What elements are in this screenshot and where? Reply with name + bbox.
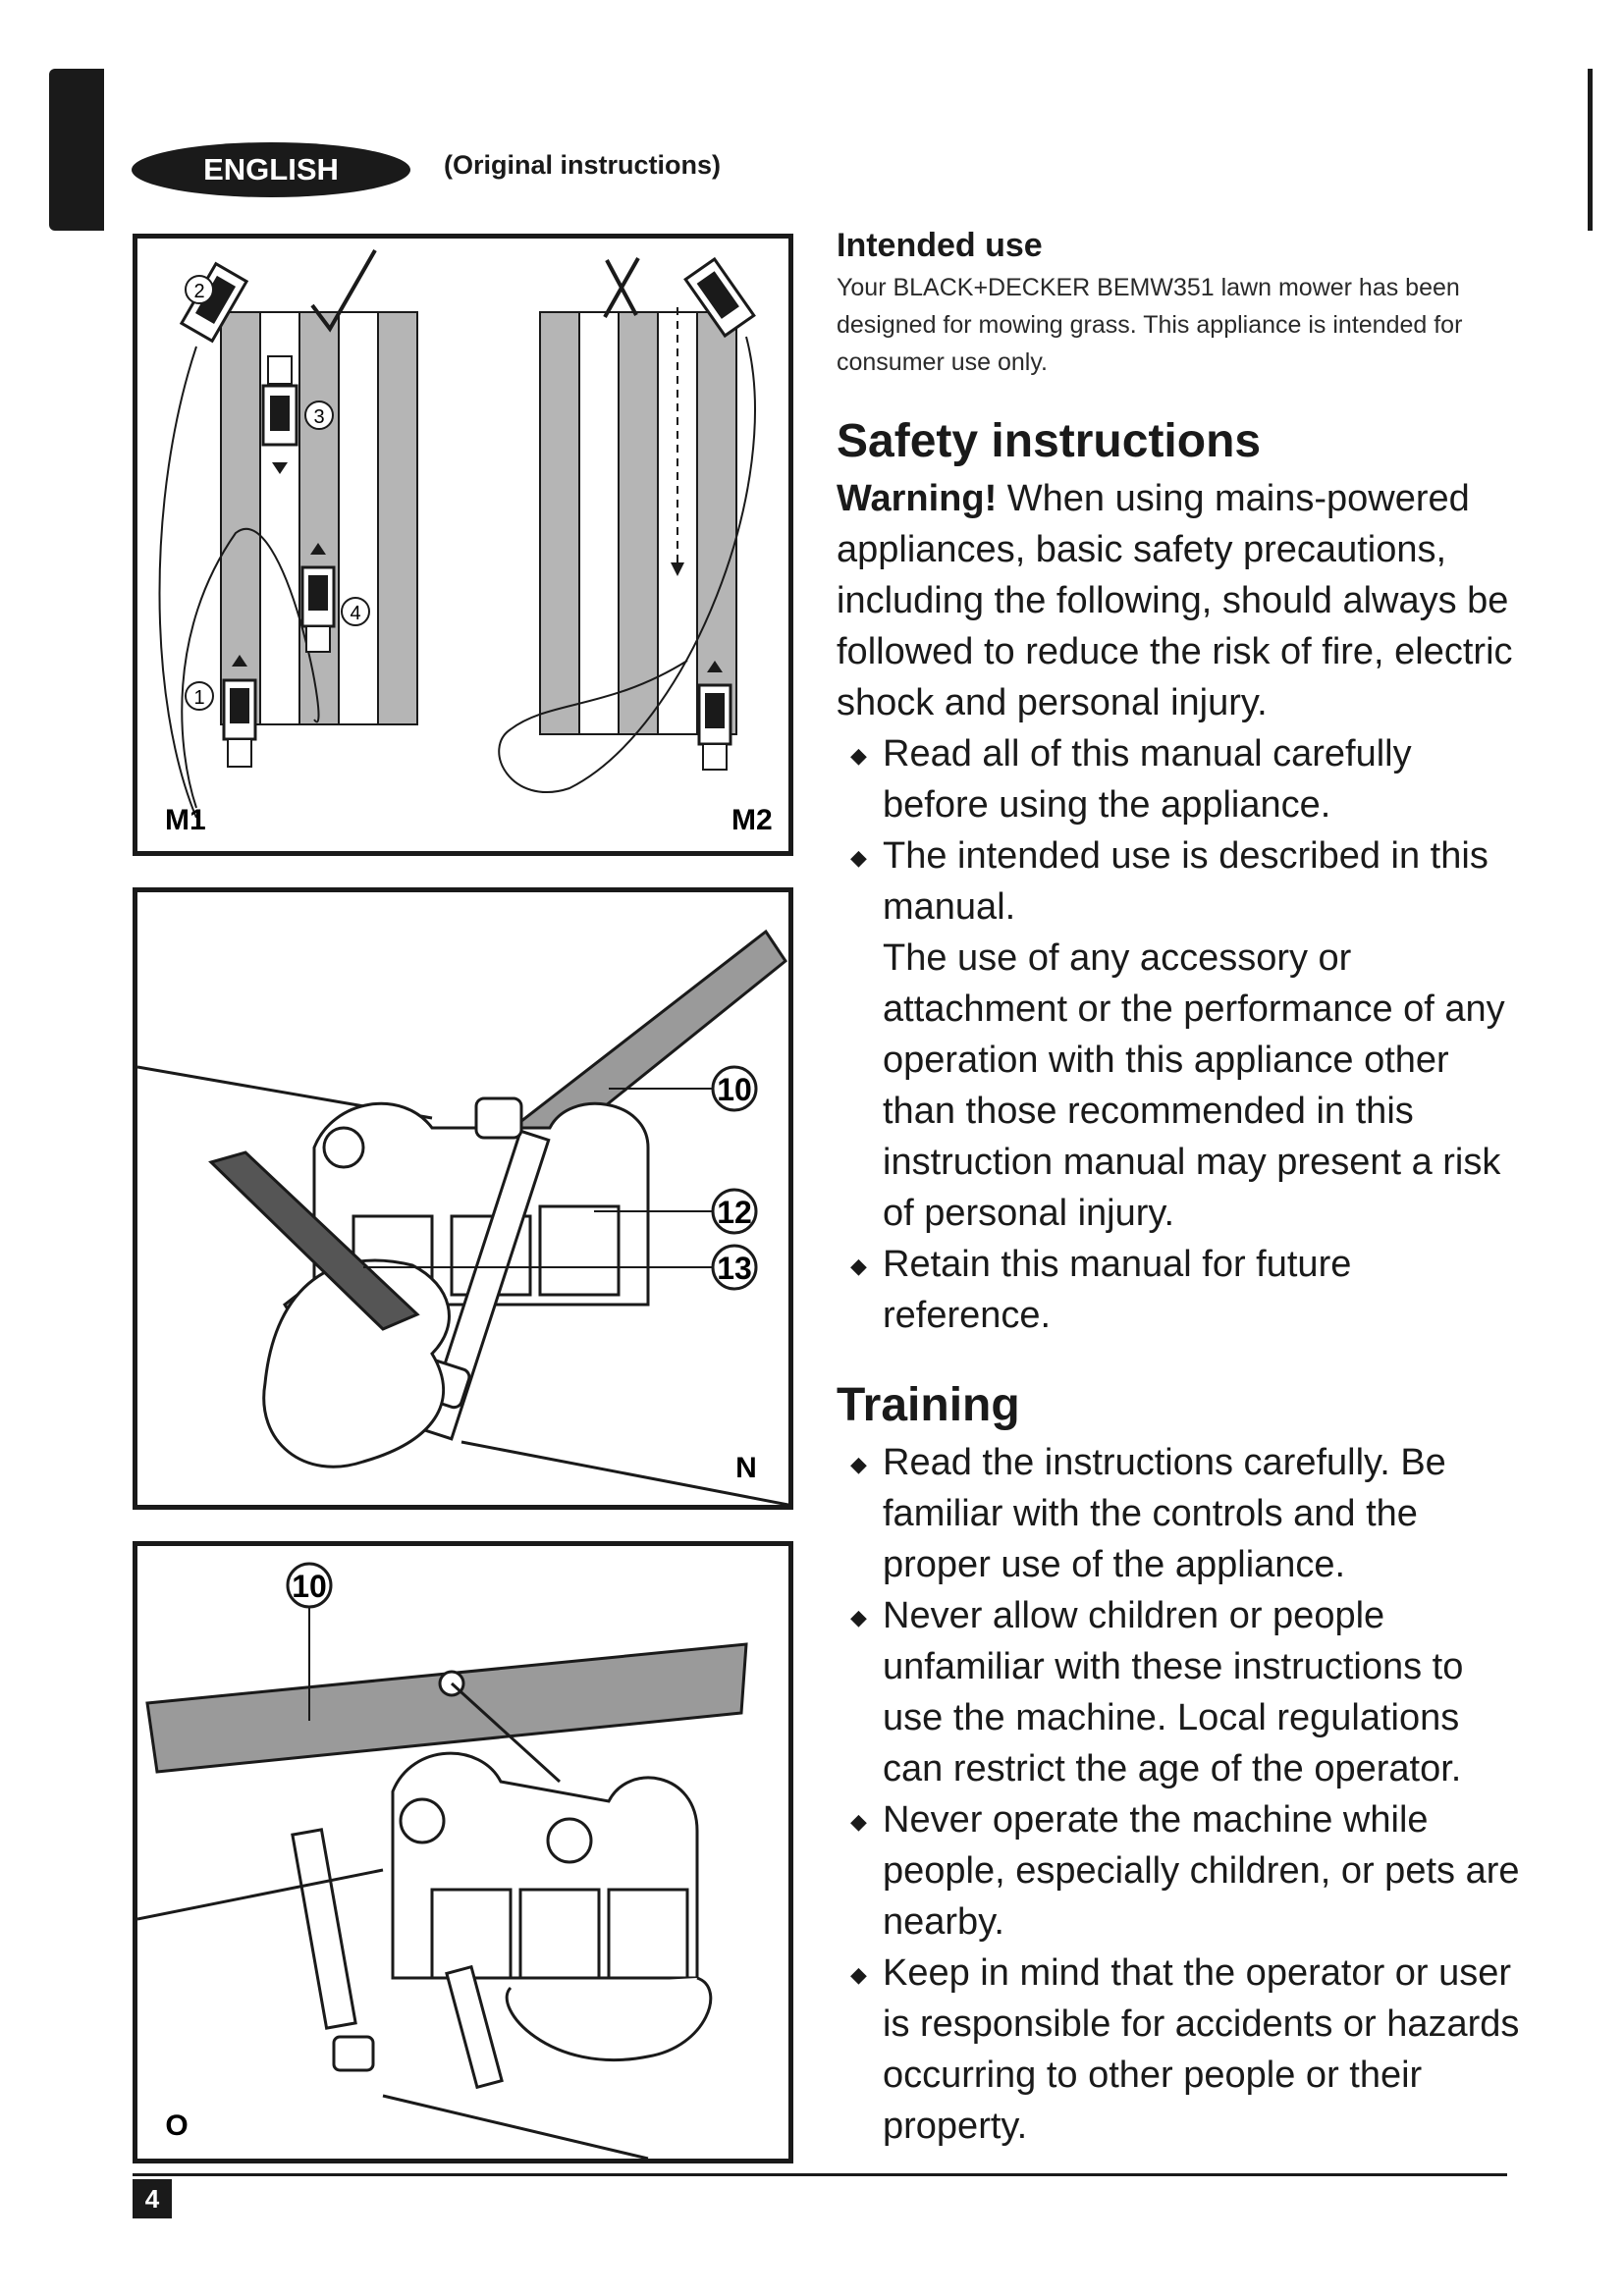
bullet-diamond-icon: ◆ xyxy=(850,1962,867,1987)
list-item: ◆ Retain this manual for future reference. xyxy=(837,1239,1524,1341)
list-item: ◆ The intended use is described in this manual. The use of any accessory or attachment or the performance of any operation with this appliance other than those recommended in this instruction manual may present a risk of personal injury. xyxy=(837,830,1524,1239)
intended-use-heading: Intended use xyxy=(837,227,1043,264)
svg-text:2: 2 xyxy=(193,281,205,302)
figure-blade-balancing xyxy=(133,1541,793,2163)
training-heading: Training xyxy=(837,1379,1020,1431)
callout-3 xyxy=(305,401,333,429)
bullet-continuation: The use of any accessory or attachment or the performance of any operation with this appliance other than those recommended in this instruction manual may present a risk of personal injury. xyxy=(883,937,1505,1234)
callout-2 xyxy=(186,276,213,303)
lawn-m1 xyxy=(221,312,417,724)
bullet-diamond-icon: ◆ xyxy=(850,1452,867,1476)
figure-label-m1: M1 xyxy=(165,804,206,836)
safety-heading: Safety instructions xyxy=(837,415,1262,467)
svg-text:10: 10 xyxy=(292,1569,327,1604)
figure-mowing-pattern xyxy=(133,234,793,856)
bullet-diamond-icon: ◆ xyxy=(850,1254,867,1278)
figure-blade-sharpening xyxy=(133,887,793,1510)
list-item: ◆ Never operate the machine while people, especially children, or pets are nearby. xyxy=(837,1794,1524,1948)
blade-balancing-illustration xyxy=(137,1546,788,2159)
figure-label-o: O xyxy=(165,2109,189,2142)
svg-text:10: 10 xyxy=(717,1072,752,1107)
list-item: ◆ Keep in mind that the operator or user is responsible for accidents or hazards occurring to other people or their property. xyxy=(837,1948,1524,2152)
text-column xyxy=(837,224,1524,2152)
side-language-tab xyxy=(49,69,104,231)
callout-1 xyxy=(186,682,213,710)
svg-text:12: 12 xyxy=(717,1195,752,1230)
footer-rule xyxy=(133,2173,1507,2176)
list-item: ◆ Never allow children or people unfamiliar with these instructions to use the machine. Local regulations can restrict the age of the operator. xyxy=(837,1590,1524,1794)
bullet-diamond-icon: ◆ xyxy=(850,845,867,870)
list-item: ◆ Read all of this manual carefully before using the appliance. xyxy=(837,728,1524,830)
warning-label: Warning! xyxy=(837,478,998,519)
warning-text: When using mains-powered appliances, basic safety precautions, including the following, should always be followed to reduce the risk of fire, electric shock and personal injury. xyxy=(837,478,1513,723)
figure-label-n: N xyxy=(735,1452,757,1484)
original-instructions-label: (Original instructions) xyxy=(444,150,722,180)
warning-paragraph xyxy=(837,473,1524,728)
bullet-diamond-icon: ◆ xyxy=(850,1605,867,1629)
figure-label-m2: M2 xyxy=(731,804,773,836)
page-number: 4 xyxy=(133,2179,172,2218)
svg-text:4: 4 xyxy=(350,603,361,624)
list-item: ◆ Read the instructions carefully. Be familiar with the controls and the proper use of the appliance. xyxy=(837,1437,1524,1590)
bullet-diamond-icon: ◆ xyxy=(850,743,867,768)
cross-mark-icon xyxy=(605,258,638,317)
svg-text:13: 13 xyxy=(717,1251,752,1286)
lawn-m2 xyxy=(540,312,736,734)
callout-4 xyxy=(342,598,369,625)
training-bullets xyxy=(837,1437,1524,2152)
right-edge-rule xyxy=(1588,69,1593,231)
intended-use-text: Your BLACK+DECKER BEMW351 lawn mower has been designed for mowing grass. This appliance is intended for consumer use only. xyxy=(837,274,1463,376)
blade-sharpening-illustration xyxy=(137,892,788,1505)
language-badge: ENGLISH xyxy=(132,142,410,197)
mowing-pattern-illustration xyxy=(137,239,788,851)
bullet-diamond-icon: ◆ xyxy=(850,1809,867,1834)
svg-text:3: 3 xyxy=(313,406,325,428)
svg-text:1: 1 xyxy=(193,687,205,709)
safety-bullets xyxy=(837,728,1524,1341)
